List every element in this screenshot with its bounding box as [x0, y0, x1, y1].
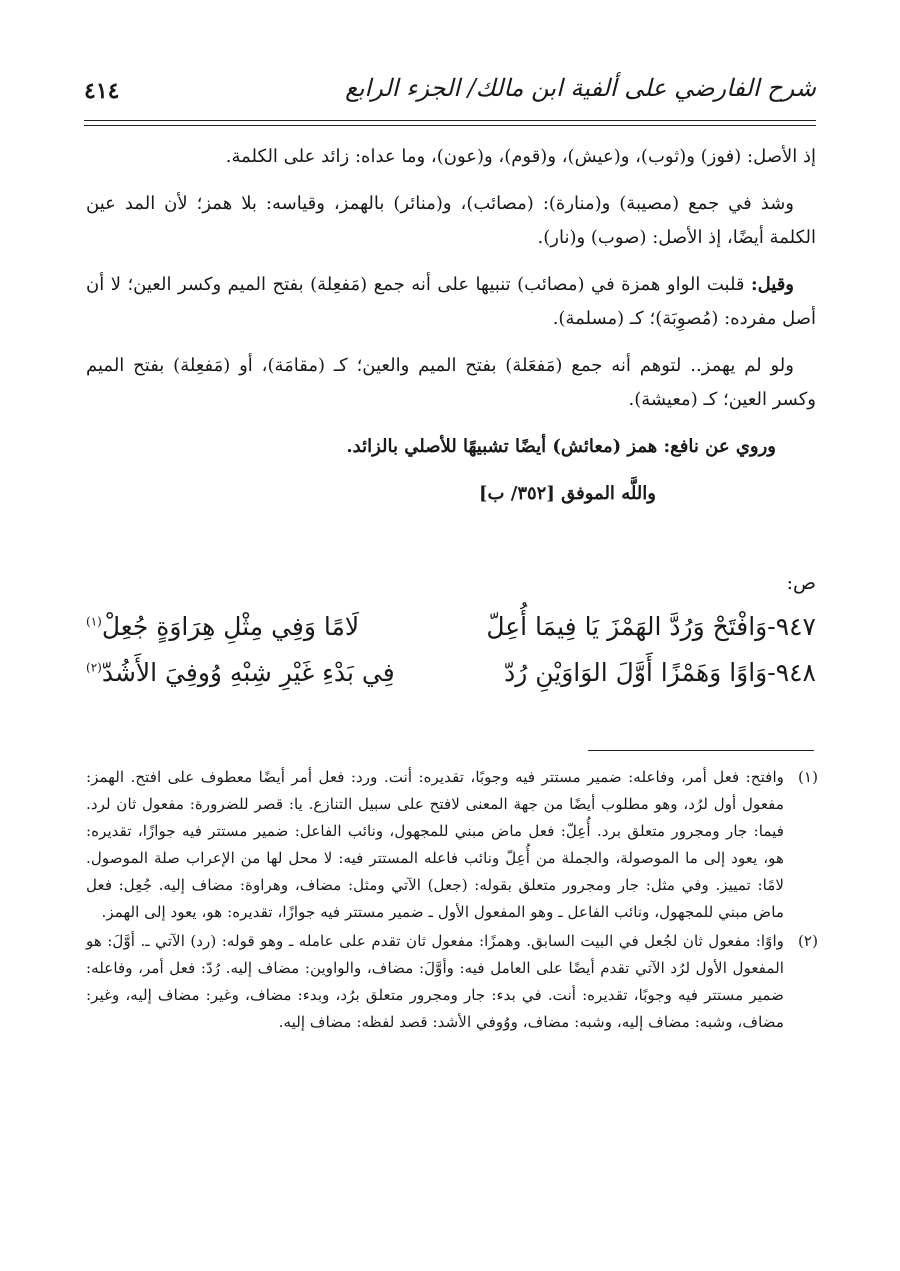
poem-label: ص:	[786, 572, 816, 594]
page-header	[84, 70, 816, 130]
footnote-ref-1[interactable]: (١)	[86, 614, 102, 629]
paragraph-5-text: همز (معائش) أيضًا تشبيهًا للأصلي بالزائد.	[346, 436, 664, 457]
footnote-1-text: وافتح: فعل أمر، وفاعله: ضمير مستتر فيه وجوبًا، تقديره: أنت. ورد: فعل أمر أيضًا معطوف على افتح. الهمز: مفعول أول لرُد، وهو مطلوب أيضًا من جهة المعنى لافتح على سبيل التنازع. يا: قصر للضرورة: مفعول ثان لرد. فيما: جار ومجرور متعلق برد. أُعِلّ: فعل ماض مبني للمجهول، ونائب الفاعل: ضمير مستتر فيه جوازًا، تقديره: هو، يعود إلى ما الموصولة، والجملة من أُعِلّ ونائب فاعله المستتر فيه: لا محل لها من الإعراب صلة الموصول. لامًا: تمييز. وفي مثل: جار ومجرور متعلق بقوله: (جعل) الآتي ومثل: مضاف، وهراوة: مضاف إليه. جُعِل: فعل ماض مبني للمجهول، ونائب الفاعل ـ وهو المفعول الأول ـ ضمير مستتر فيه جوازًا، تقديره: هو، يعود إلى الهمز.	[86, 768, 784, 921]
paragraph-3-text: قلبت الواو همزة في (مصائب) تنبيها على أنه جمع (مَفعِلة) بفتح الميم وكسر العين؛ لا أن أصل مفرده: (مُصوِبَة)؛ كـ (مسلمة).	[86, 274, 816, 329]
verse-948-first-hemistich: ٩٤٨-وَاوًا وَهَمْزًا أَوَّلَ الوَاوَيْنِ رُدّ	[504, 658, 816, 687]
verse-948-second-hemistich	[86, 650, 395, 696]
verse-948	[86, 650, 816, 696]
paragraph-3-lead: وقيل:	[750, 274, 794, 295]
paragraph-5-lead: وروي عن نافع:	[663, 436, 776, 457]
verse-948-second-hemistich-text: فِي بَدْءِ غَيْرِ شِبْهِ وُوفِيَ الأَشُدّ	[101, 658, 395, 687]
verse-947	[86, 604, 816, 650]
footnotes	[86, 764, 818, 1038]
verse-947-second-hemistich-text: لَامًا وَفِي مِثْلِ هِرَاوَةٍ جُعِلْ	[101, 612, 360, 641]
verse-947-second-hemistich	[86, 604, 359, 650]
paragraph-2: وشذ في جمع (مصيبة) و(منارة): (مصائب)، و(منائر) بالهمز، وقياسه: بلا همز؛ لأن المد عين الكلمة أيضًا، إذ الأصل: (صوب) و(نار).	[86, 193, 816, 248]
footnote-ref-2[interactable]: (٢)	[86, 660, 102, 675]
footnote-1	[86, 764, 818, 926]
header-rule-bottom	[84, 125, 816, 126]
paragraph-3	[86, 268, 816, 336]
footnote-2-text: واوًا: مفعول ثان لجُعل في البيت السابق. وهمزًا: مفعول ثان تقدم على عامله ـ وهو قوله: (رد) الآتي ـ. أوَّلَ: هو المفعول الأول لرُد الآتي تقدم أيضًا على العامل فيه: وأوَّلَ: مضاف، والواوين: مضاف إليه. رُدّ: فعل أمر، وفاعله: ضمير مستتر فيه وجوبًا، تقديره: أنت. في بدء: جار ومجرور متعلق برُد، وبدء: مضاف، وغير: مضاف إليه، وغير: مضاف، وشبه: مضاف إليه، وشبه: مضاف، ووُوفي الأشد: قصد لفظه: مضاف إليه.	[86, 932, 784, 1031]
main-text	[86, 140, 816, 524]
footnote-2	[86, 928, 818, 1036]
footnote-separator	[588, 750, 814, 751]
footnote-2-number: (٢)	[797, 932, 818, 950]
paragraph-4: ولو لم يهمز.. لتوهم أنه جمع (مَفعَلة) بفتح الميم والعين؛ كـ (مقامَة)، أو (مَفعِلة) بفتح الميم وكسر العين؛ كـ (معيشة).	[86, 355, 816, 410]
paragraph-5	[86, 430, 816, 464]
verse-947-first-hemistich: ٩٤٧-وَافْتَحْ وَرُدَّ الهَمْزَ يَا فِيمَا أُعِلّ	[486, 612, 816, 641]
poem-section	[86, 572, 816, 696]
paragraph-1: إذ الأصل: (فوز) و(ثوب)، و(عيش)، و(قوم)، و(عون)، وما عداه: زائد على الكلمة.	[225, 146, 816, 167]
closing-line: واللَّه الموفق [٣٥٢/ ب]	[479, 483, 656, 504]
page-number: ٤١٤	[84, 78, 120, 104]
header-rule-top	[84, 120, 816, 121]
footnote-1-number: (١)	[797, 768, 818, 786]
running-title: شرح الفارضي على ألفية ابن مالك/ الجزء الرابع	[345, 74, 816, 102]
